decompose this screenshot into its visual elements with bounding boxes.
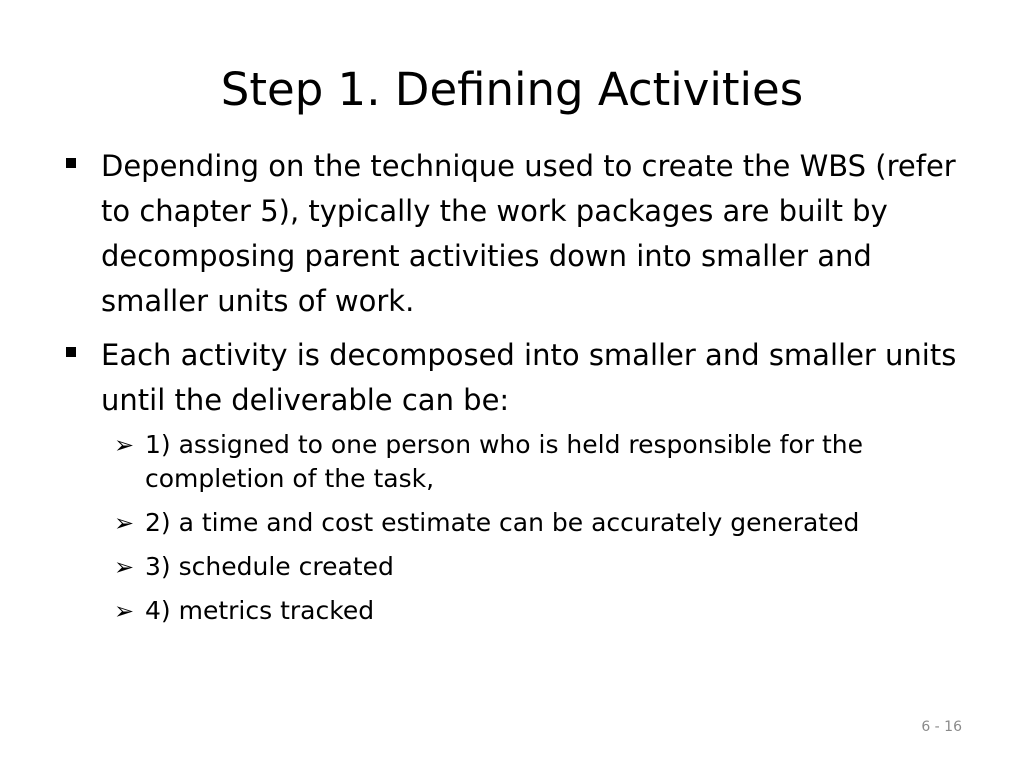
sub-bullet-list	[114, 428, 966, 628]
sub-bullet-item	[114, 428, 966, 496]
bullet-item	[66, 333, 966, 423]
arrow-bullet-icon: ➢	[114, 553, 135, 581]
bullet-item	[66, 144, 966, 324]
square-bullet-icon	[66, 347, 76, 357]
sub-bullet-text: 3) schedule created	[145, 552, 394, 581]
arrow-bullet-icon: ➢	[114, 431, 135, 459]
square-bullet-icon	[66, 158, 76, 168]
sub-bullet-item	[114, 550, 966, 584]
slide-content	[66, 144, 966, 638]
sub-bullet-item	[114, 594, 966, 628]
arrow-bullet-icon: ➢	[114, 509, 135, 537]
bullet-text: Each activity is decomposed into smaller and smaller units until the deliverable can be:	[101, 338, 957, 417]
sub-bullet-text: 4) metrics tracked	[145, 596, 375, 625]
sub-bullet-text: 1) assigned to one person who is held responsible for the completion of the task,	[145, 430, 864, 493]
sub-bullet-text: 2) a time and cost estimate can be accurately generated	[145, 508, 860, 537]
sub-bullet-item	[114, 506, 966, 540]
slide-title: Step 1. Defining Activities	[220, 63, 804, 116]
arrow-bullet-icon: ➢	[114, 597, 135, 625]
bullet-text: Depending on the technique used to create the WBS (refer to chapter 5), typically the work packages are built by decomposing parent activities down into smaller and smaller units of work.	[101, 149, 956, 318]
page-number: 6 - 16	[921, 719, 962, 735]
